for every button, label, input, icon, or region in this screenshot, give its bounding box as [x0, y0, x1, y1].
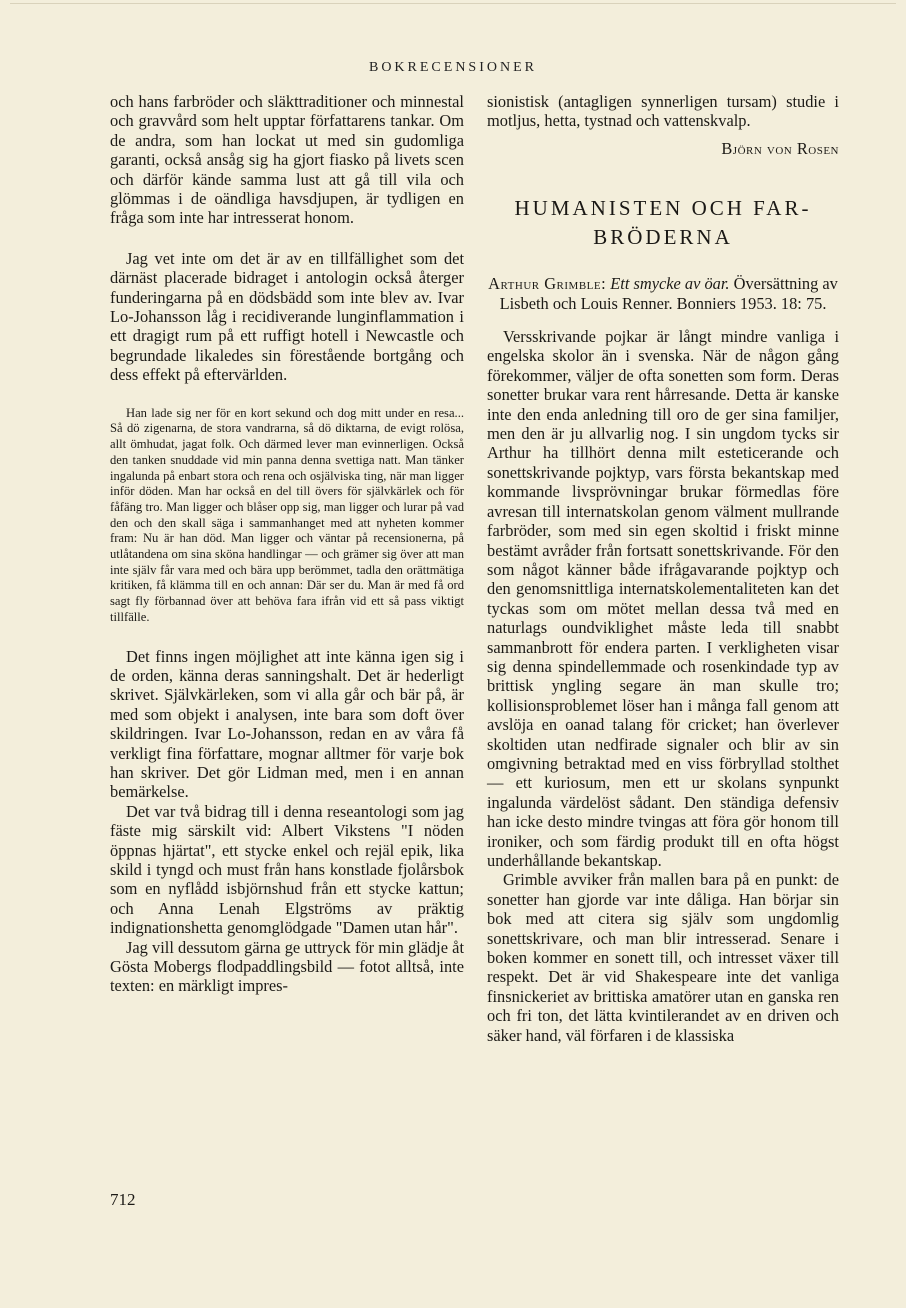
- top-rule: [10, 3, 896, 4]
- book-author: Arthur Grimble:: [488, 274, 607, 294]
- review-title-line-2: BRÖDERNA: [593, 225, 733, 250]
- left-column: [110, 92, 464, 996]
- left-paragraph-5: Jag vill dessutom gärna ge uttryck för min glädje åt Gösta Mobergs flodpaddlingsbild — fotot alltså, inte texten: en märkligt impres-: [110, 937, 464, 996]
- left-paragraph-4: Det var två bidrag till i denna reseantologi som jag fäste mig särskilt vid: Albert Vikstens "I nöden öppnas hjärtat", ett stycke enkel och rejäl epik, lika skild i tyngd och must från hans konstlade fjolårsbok som en nyflådd isbjörnshud från ett stycke kattun; och Anna Lenah Elgströms av präktig indignationshetta genomglödgade "Damen utan hår".: [110, 801, 464, 938]
- right-paragraph-3: Grimble avviker från mallen bara på en punkt: de sonetter han gjorde var inte dåliga. Han börjar sin bok med att citera sig själv som ungdomlig sonettskrivare, och man blir intresserad. Senare i boken kommer en sonett till, och intresset växer till respekt. Det är vid Shakespeare inte det vanliga finsnickeriet av brittiska amatörer utan en ganska ren och fri ton, det lätta kvintilerandet av en driven och säker hand, väl förfaren i de klassiska: [487, 870, 839, 1045]
- bibliographic-entry: [487, 274, 839, 313]
- review-title-line-1: HUMANISTEN OCH FAR-: [514, 196, 812, 221]
- review-title: [487, 194, 839, 252]
- right-column: [487, 92, 839, 1045]
- reviewer-signature: Björn von Rosen: [721, 138, 839, 158]
- book-details: Översättning av Lisbeth och Louis Renner. Bonniers 1953. 18: 75.: [499, 274, 838, 313]
- running-header: BOKRECENSIONER: [368, 60, 537, 75]
- left-paragraph-3: Det finns ingen möjlighet att inte känna igen sig i de orden, känna deras sanningshalt. Det är hederligt skrivet. Självkärleken, som vi alla går och bär på, är med som objekt i analysen, inte bara som doft över skildringen. Ivar Lo-Johansson, redan en av våra få verkligt fina författare, mognar alltmer för varje bok han skriver. Det gör Lidman med, men i en annan bemärkelse.: [110, 646, 464, 802]
- right-paragraph-1: sionistisk (antagligen synnerligen tursam) studie i motljus, hetta, tystnad och vattenskvalp.: [487, 92, 839, 131]
- block-quote: Han lade sig ner för en kort sekund och dog mitt under en resa... Så dö zigenarna, de stora vandrarna, så dö diktarna, de evigt rolösa, allt ömhudat, jagat folk. Och därmed lever man evinnerligen. Också den tanken snuddade vid min panna denna svettiga natt. Man tänker ingalunda på enbart stora och rena och osjälviska ting, när man ligger inför döden. Man har också en del till övers för självkärlek och för fåfäng tro. Man ligger och blåser opp sig, man ligger och lurar på vad den och den skall säga i sammanhanget med att nyheten kommer fram: Nu är han död. Man ligger och väntar på recensionerna, på utlåtandena om sina sköna handlingar — och grämer sig över att man inte själv får vara med och bära upp berömmet, tadla den orättmätiga kritiken, få klämma till en och annan: Där ser du. Man är med få ord sagt fly förbannad över att behöva fara ifrån vid ett så pass viktigt tillfälle.: [110, 405, 464, 624]
- right-paragraph-2: Versskrivande pojkar är långt mindre vanliga i engelska skolor än i svenska. När de någon gång förekommer, väljer de ofta sonetten som form. Deras sonetter brukar vara rent hårresande. Detta är kanske inte den enda anledning till oro de ger sina familjer, men den är ju allvarlig nog. I sin ungdom tycks sir Arthur ha tillhört denna milt esteticerande och sonettskrivande pojktyp, vars första bekantskap med kommande livsprövningar brukar förmedlas före avresan till internatskolan genom välment mullrande farbröder, som med sin egen skoltid i friskt minne bestämt avråder från fortsatt sonettskrivande. För den som något känner både ifrågavarande pojktyp och den genomsnittliga internatskolementaliteten kan det tyckas som om mötet mellan dessa två med en naturlags oundviklighet måste leda till snabbt sammanbrott för endera parten. I verkligheten visar sig denna spindellemmade och rosenkindade typ av brittisk yngling segare än man skulle tro; kollisionsproblemet löser han i många fall genom att avslöja en oanad talang för cricket; han överlever skoltiden utan nedfirade signaler och blir av sin omgivning betraktad med en viss förbryllad stolthet — ett kuriosum, men ett ur skolans synpunkt ingalunda värdelöst sådant. Den ständiga defensiv han icke desto mindre tvingas att föra gör honom till ironiker, och som färdig produkt till en ofta högst underhållande bekantskap.: [487, 327, 839, 870]
- book-title: Ett smycke av öar.: [610, 274, 730, 294]
- left-paragraph-2: Jag vet inte om det är av en tillfällighet som det därnäst placerade bidraget i antologin också återger funderingarna på en dödsbädd som inte blev av. Ivar Lo-Johansson låg i recidiverande lunginflammation i ett dragigt rum på ett ruffigt hotell i Newcastle och begrundade likaledes sin förestående bortgång och dess effekt på eftervärlden.: [110, 248, 464, 385]
- page-number: 712: [110, 1190, 136, 1209]
- left-paragraph-1: och hans farbröder och släkttraditioner och minnestal och gravvård som helt upptar författarens tankar. Om de andra, som han lockat ut med sin gudomliga garanti, också ansåg sig ha gjort fiasko på livets scen och därför kände samma lust att gå till vila och glömmas i de oändliga havsdjupen, är tydligen en fråga som inte har intresserat honom.: [110, 92, 464, 228]
